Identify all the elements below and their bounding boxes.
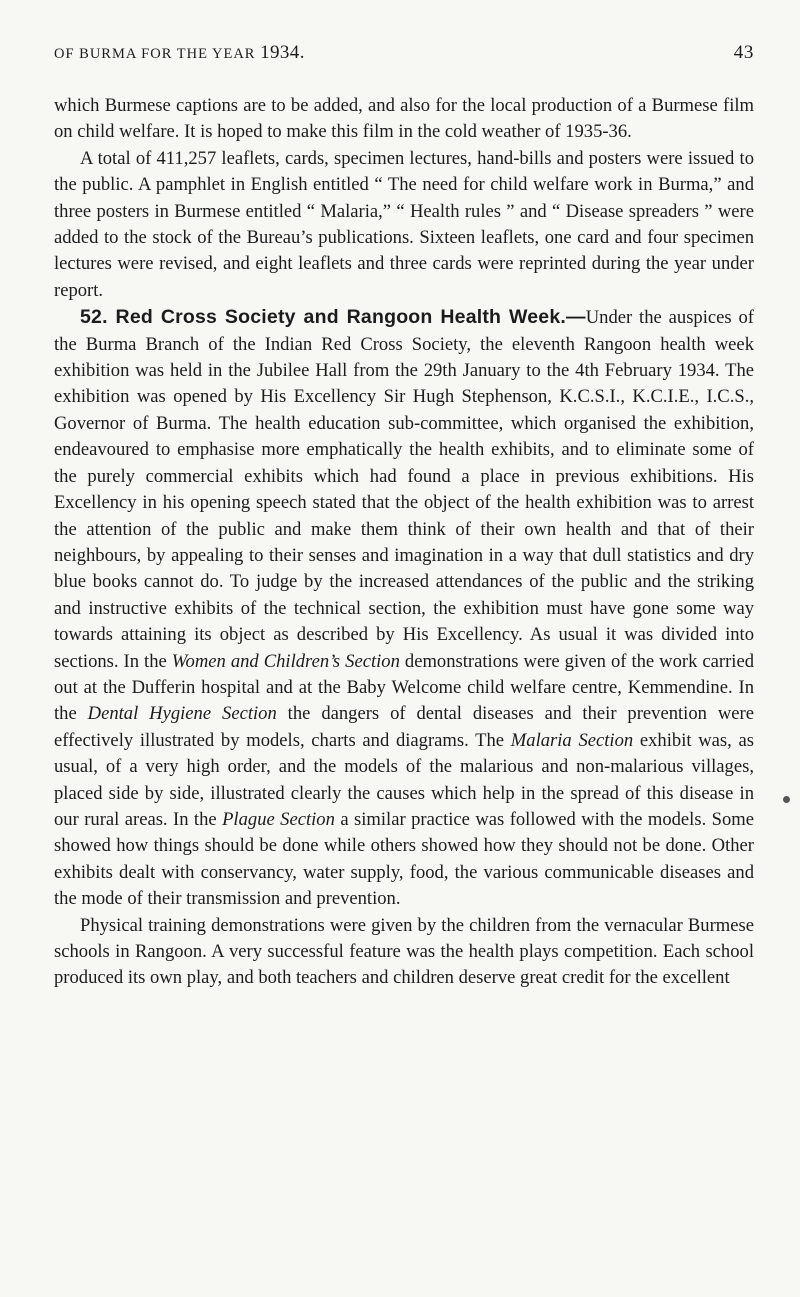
- paragraph-continuation: which Burmese captions are to be added, and also for the local production of a Burmese film on child welfare. It is hoped to make this film in the cold weather of 1935-36.: [54, 95, 754, 143]
- italic-malaria-section: Malaria Section: [510, 729, 634, 751]
- paragraph-text-d: exhibit was, as usual, of a very high order, and the models of the malarious and non-malarious villages, placed side by side, illustrated clearly the causes which help in the spread of this disease in our rural areas. In the: [54, 729, 754, 830]
- margin-dot-mark: [783, 796, 790, 803]
- paragraph-text-a: Under the auspices of the Burma Branch of the Indian Red Cross Society, the eleventh Rangoon health week exhibition was held in the Jubilee Hall from the 29th January to the 4th February 1934. The exhibition was opened by His Excellency Sir Hugh Stephenson, K.C.S.I., K.C.I.E., I.C.S., Governor of Burma. The health education sub-committee, which organised the exhibition, endeavoured to emphasise more emphatically the health exhibits, and to eliminate some of the purely commercial exhibits which had found a place in previous exhibitions. His Excellency in his opening speech stated that the object of the health exhibition was to arrest the attention of the public and make them think of their own health and that of their neighbours, by appealing to their senses and imagination in a way that dull statistics and dry blue books cannot do. To judge by the increased attendances of the public and the striking and instructive exhibits of the technical section, the exhibition must have gone some way towards attaining its object as described by His Excellency. As usual it was divided into sections. In the: [54, 307, 754, 672]
- paragraph-text-e: a similar practice was followed with the models. Some showed how things should be done while others showed how they should not be done. Other exhibits dealt with conservancy, water supply, food, the various communicable diseases and the mode of their transmission and prevention.: [54, 808, 754, 910]
- section-heading: 52. Red Cross Society and Rangoon Health Week.—: [80, 306, 586, 329]
- paragraph-publications: A total of 411,257 leaflets, cards, specimen lectures, hand-bills and posters were issued to the public. A pamphlet in English entitled “ The need for child welfare work in Burma,” and three posters in Burmese entitled “ Malaria,” “ Health rules ” and “ Disease spreaders ” were added to the stock of the Bureau’s publications. Sixteen leaflets, one card and four specimen lectures were revised, and eight leaflets and three cards were reprinted during the year under report.: [54, 147, 754, 301]
- page-number: 43: [733, 42, 754, 63]
- italic-women-children-section: Women and Children’s Section: [171, 650, 400, 672]
- paragraph-physical-training: Physical training demonstrations were given by the children from the vernacular Burmese schools in Rangoon. A very successful feature was the health plays competition. Each school produced its own play, and both teachers and children deserve great credit for the excellent: [54, 914, 754, 989]
- paragraph-red-cross: [54, 304, 754, 912]
- paragraph-text-b: demonstrations were given of the work carried out at the Dufferin hospital and at the Baby Welcome child welfare centre, Kemmendine. In the: [54, 650, 754, 725]
- running-title-year: 1934.: [260, 42, 305, 63]
- paragraph-text-c: the dangers of dental diseases and their prevention were effectively illustrated by models, charts and diagrams. The: [54, 703, 754, 751]
- running-title-text: OF BURMA FOR THE YEAR: [54, 46, 261, 62]
- body-text: [54, 93, 754, 992]
- italic-plague-section: Plague Section: [222, 808, 335, 830]
- italic-dental-hygiene-section: Dental Hygiene Section: [87, 703, 277, 725]
- running-title: [54, 38, 305, 69]
- running-header: [54, 38, 754, 68]
